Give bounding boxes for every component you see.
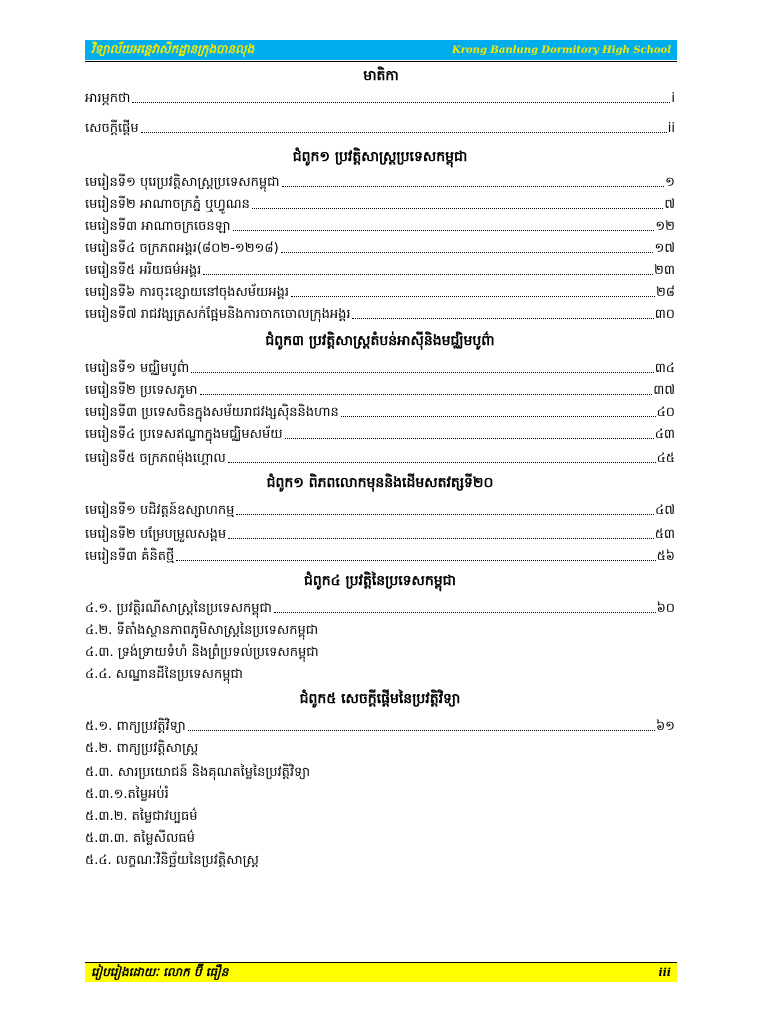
toc-entry-label: ៥.២. ពាក្យប្រវត្តិសាស្ត្រ [85, 741, 199, 756]
dot-leader [282, 185, 665, 187]
toc-entry[interactable] [85, 664, 675, 684]
toc-entry[interactable] [85, 500, 675, 520]
dot-leader [132, 101, 670, 103]
dot-leader [352, 317, 653, 319]
toc-entry-label: ៥.៣.៣. តម្លៃសីលធម៌ [85, 831, 195, 846]
toc-entry-page: ១២ [655, 219, 675, 234]
toc-entry-label: សេចក្តីផ្តើម [85, 121, 139, 136]
toc-entry-label: ៤.៣. ទ្រង់ទ្រាយទំហំ និងព្រំប្រទល់ប្រទេសកម្ពុជា [85, 645, 319, 660]
toc-entry-label: មេរៀនទី២ ប្រទេសភូមា [85, 383, 198, 398]
toc-entry-page: ៧ [664, 197, 675, 212]
chapter-heading: ជំពូក៤ ប្រវត្តិនៃប្រទេសកម្ពុជា [304, 573, 456, 589]
toc-entry[interactable] [85, 738, 675, 758]
toc-entry[interactable] [85, 828, 675, 848]
toc-entry-page: ៣០ [654, 307, 675, 322]
toc-entry-label: អារម្ភកថា [85, 91, 131, 106]
dot-leader [236, 513, 654, 515]
dot-leader [203, 273, 653, 275]
dot-leader [228, 537, 654, 539]
dot-leader [341, 415, 656, 417]
chapter-heading: ជំពូក១ ប្រវត្តិសាស្រ្តប្រទេសកម្ពុជា [292, 149, 468, 165]
toc-entry[interactable] [85, 642, 675, 662]
toc-entry-page: ii [667, 121, 675, 136]
toc-entry-page: ៣៧ [653, 383, 675, 398]
toc-entry[interactable] [85, 784, 675, 804]
toc-entry[interactable] [85, 358, 675, 378]
toc-entry-page: ១ [665, 175, 675, 190]
toc-entry-label: ៤.២. ទីតាំងស្ថានភាពភូមិសាស្ត្រនៃប្រទេសកម្ពុជា [85, 623, 319, 638]
toc-entry-label: មេរៀនទី៦ ការចុះខ្សោយនៅចុងសម័យអង្គរ [85, 285, 290, 300]
toc-entry-page: ៤៣ [654, 427, 675, 442]
toc-entry-label: ៥.៣.២. តម្លៃជាវប្បធម៌ [85, 809, 198, 824]
toc-entry[interactable] [85, 88, 675, 108]
toc-entry[interactable] [85, 402, 675, 422]
dot-leader [274, 611, 656, 613]
toc-entry-label: ៤.១. ប្រវត្តិរណីសាស្ត្រនៃប្រទេសកម្ពុជា [85, 601, 272, 616]
toc-entry[interactable] [85, 194, 675, 214]
toc-entry-page: ២៨ [655, 285, 675, 300]
toc-entry[interactable] [85, 304, 675, 324]
toc-entry[interactable] [85, 598, 675, 618]
toc-entry[interactable] [85, 524, 675, 544]
toc-entry-label: ៥.១. ពាក្យប្រវត្តិវិទ្យា [85, 719, 186, 734]
toc-entry[interactable] [85, 238, 675, 258]
dot-leader [281, 251, 654, 253]
toc-entry-label: មេរៀនទី៣ អាណាចក្រចេនឡា [85, 219, 231, 234]
toc-entry-label: មេរៀនទី២ បម្រែបម្រួលសង្គម [85, 527, 227, 542]
toc-entry[interactable] [85, 716, 675, 736]
toc-entry-label: មេរៀនទី១ បុរេប្រវត្តិសាស្ត្រប្រទេសកម្ពុជា [85, 175, 280, 190]
toc-entry[interactable] [85, 118, 675, 138]
toc-entry-page: ៦០ [656, 601, 675, 616]
dot-leader [141, 131, 667, 133]
toc-entry-label: មេរៀនទី៧ រាជវង្សត្រសក់ផ្អែមនិងការចាកចោលក្រុងអង្គរ [85, 307, 351, 322]
toc-entry[interactable] [85, 762, 675, 782]
toc-entry[interactable] [85, 282, 675, 302]
dot-leader [233, 229, 655, 231]
toc-entry-page: ៣៤ [654, 361, 675, 376]
toc-entry[interactable] [85, 546, 675, 566]
toc-entry-page: i [671, 91, 675, 106]
school-name-khmer: វិទ្យាល័យអន្តេវាសិកដ្ឋានក្រុងបានលុង [91, 42, 255, 56]
page-number: iii [658, 966, 671, 979]
toc-entry[interactable] [85, 620, 675, 640]
dot-leader [228, 461, 656, 463]
footer-bar [85, 962, 677, 982]
toc-entry-label: មេរៀនទី៤ ប្រទេសឥណ្ឌាក្នុងមជ្ឈិមសម័យ [85, 427, 283, 442]
toc-entry-page: ៥៣ [654, 527, 675, 542]
toc-entry[interactable] [85, 260, 675, 280]
toc-entry-label: មេរៀនទី៣ គំនិតថ្មី [85, 549, 175, 564]
toc-entry-label: ៥.៣. សារប្រយោជន៍ និងគុណតម្លៃនៃប្រវត្តិវិទ្យា [85, 765, 311, 780]
toc-entry[interactable] [85, 380, 675, 400]
toc-entry-page: ៤០ [656, 405, 675, 420]
dot-leader [176, 559, 655, 561]
toc-entry[interactable] [85, 850, 675, 870]
toc-entry-label: មេរៀនទី៣ ប្រទេសចិនក្នុងសម័យរាជវង្សស៊ិននិងហាន [85, 405, 339, 420]
toc-entry-page: ៦១ [655, 719, 675, 734]
dot-leader [191, 371, 653, 373]
dot-leader [188, 729, 655, 731]
toc-entry-label: មេរៀនទី១ មជ្ឈិមបូព៌ា [85, 361, 190, 376]
toc-entry[interactable] [85, 448, 675, 468]
header-rule [85, 61, 677, 62]
dot-leader [291, 295, 655, 297]
toc-entry[interactable] [85, 424, 675, 444]
toc-entry-label: មេរៀនទី១ បដិវត្តន៍ឧស្សាហកម្ម [85, 503, 235, 518]
toc-entry-label: ៥.៤. លក្ខណៈវិនិច្ឆ័យនៃប្រវត្តិសាស្ត្រ [85, 853, 259, 868]
header-bar [85, 40, 677, 60]
page-title: មាតិកា [363, 68, 399, 84]
toc-entry-label: ៤.៤. សណ្ឋានដីនៃប្រទេសកម្ពុជា [85, 667, 243, 682]
toc-entry-page: ៤៧ [655, 503, 675, 518]
toc-entry-label: ៥.៣.១.តម្លៃអប់រំ [85, 787, 169, 802]
toc-entry-label: មេរៀនទី៤ ចក្រភពអង្គរ(៨០២-១២១៨) [85, 241, 279, 256]
toc-entry-label: មេរៀនទី៥ អរិយធម៌អង្គរ [85, 263, 202, 278]
toc-entry[interactable] [85, 806, 675, 826]
toc-entry-page: ៤៥ [656, 451, 675, 466]
chapter-heading: ជំពូក៣ ប្រវត្តិសាស្ត្រតំបន់អាស៊ីនិងមជ្ឈិមបូព៌ា [265, 333, 495, 349]
toc-entry-label: មេរៀនទី២ អាណាចក្រភ្នំ ឬហ្វូណន [85, 197, 250, 212]
toc-entry-page: ១៧ [654, 241, 675, 256]
toc-entry[interactable] [85, 172, 675, 192]
chapter-heading: ជំពូក៥ សេចក្តីផ្តើមនៃប្រវត្តិវិទ្យា [299, 691, 461, 707]
school-name-english: Krong Banlung Dormitory High School [452, 44, 671, 56]
dot-leader [285, 437, 654, 439]
dot-leader [200, 393, 653, 395]
toc-entry-label: មេរៀនទី៥ ចក្រភពម៉ុងហ្គោល [85, 451, 226, 466]
chapter-heading: ជំពូក១ ពិភពលោកមុននិងដើមសតវត្សទី២០ [266, 475, 494, 491]
toc-entry-page: ២៣ [654, 263, 675, 278]
toc-entry[interactable] [85, 216, 675, 236]
dot-leader [252, 207, 663, 209]
toc-entry-page: ៥៦ [656, 549, 675, 564]
author-credit: រៀបរៀងដោយៈ លោក ប៊ី ធឿន [91, 964, 229, 979]
